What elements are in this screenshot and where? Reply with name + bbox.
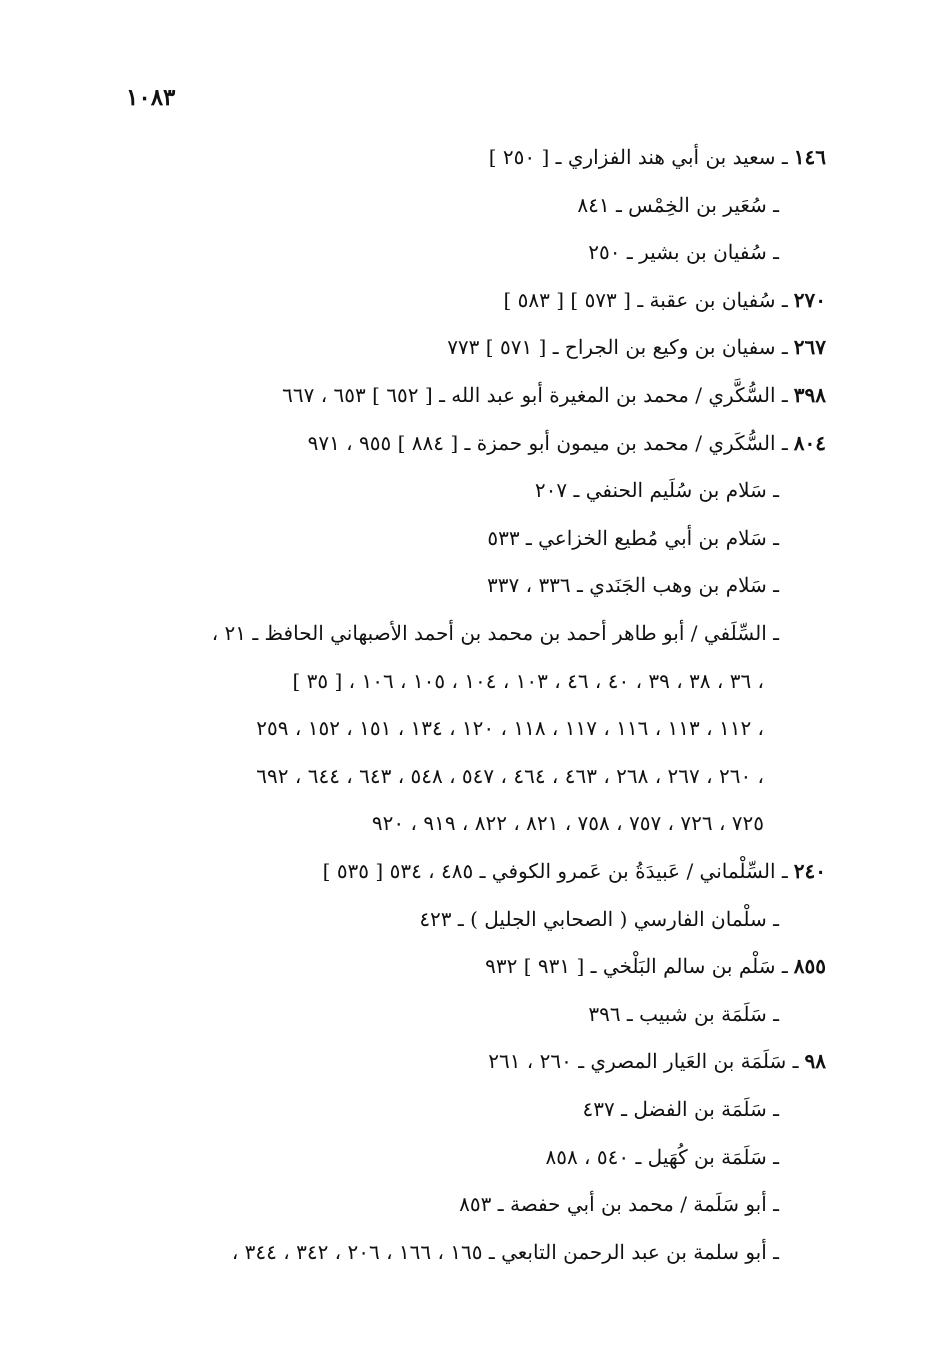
index-entry bbox=[588, 998, 779, 1030]
entry-text: ـ السِّلَفي / أبو طاهر أحمد بن محمد بن أحمد الأصبهاني الحافظ ـ ٢١ ، bbox=[211, 621, 779, 645]
entry-text: ـ سفيان بن وكيع بن الجراح ـ [ ٥٧١ ] ٧٧٣ bbox=[447, 335, 788, 359]
entry-text: ـ سُفيان بن عقبة ـ [ ٥٧٣ ] [ ٥٨٣ ] bbox=[503, 288, 788, 312]
entry-text: ـ سَلام بن وهب الجَنَدي ـ ٣٣٦ ، ٣٣٧ bbox=[487, 573, 779, 597]
entry-text: ـ سَلَمَة بن الفضل ـ ٤٣٧ bbox=[582, 1097, 779, 1121]
entry-number: ٣٩٨ bbox=[793, 383, 826, 407]
index-entry bbox=[487, 569, 779, 601]
index-entry bbox=[256, 760, 764, 792]
entry-number: ٩٨ bbox=[804, 1049, 826, 1073]
index-entry bbox=[487, 522, 779, 554]
index-entry bbox=[488, 1045, 826, 1077]
entry-text: ـ السِّلْماني / عَبيدَةُ بن عَمرو الكوفي ـ ٤٨٥ ، ٥٣٤ [ ٥٣٥ ] bbox=[322, 859, 788, 883]
index-entry bbox=[323, 855, 826, 887]
entry-text: ـ سَلَمَة بن كُهَيل ـ ٥٤٠ ، ٨٥٨ bbox=[545, 1145, 779, 1169]
index-entry bbox=[212, 617, 779, 649]
entry-text: ـ أبو سلمة بن عبد الرحمن التابعي ـ ١٦٥ ، ١٦٦ ، ٢٠٦ ، ٣٤٢ ، ٣٤٤ ، bbox=[231, 1240, 779, 1264]
entry-text: ـ سَلَمَة بن العَيار المصري ـ ٢٦٠ ، ٢٦١ bbox=[488, 1049, 799, 1073]
entry-text: ـ سَلَمَة بن شبيب ـ ٣٩٦ bbox=[588, 1002, 779, 1026]
index-entry bbox=[256, 712, 764, 744]
entry-text: ـ السُّكَري / محمد بن ميمون أبو حمزة ـ [ ٨٨٤ ] ٩٥٥ ، ٩٧١ bbox=[307, 431, 788, 455]
index-entry bbox=[583, 1093, 779, 1125]
entry-text: ـ أبو سَلَمة / محمد بن أبي حفصة ـ ٨٥٣ bbox=[459, 1192, 779, 1216]
index-entry bbox=[459, 1188, 779, 1220]
page-references: ٢٦٠ ، ٢٦٧ ، ٢٦٨ ، ٤٦٣ ، ٤٦٤ ، ٥٤٧ ، ٥٤٨ ، ٦٤٣ ، ٦٤٤ ، ٦٩٢ ، bbox=[256, 764, 764, 788]
index-entry bbox=[535, 474, 779, 506]
index-entry bbox=[372, 807, 764, 839]
page-references: ٧٢٥ ، ٧٢٦ ، ٧٥٧ ، ٧٥٨ ، ٨٢١ ، ٨٢٢ ، ٩١٩ ، ٩٢٠ bbox=[371, 811, 764, 835]
index-entry bbox=[503, 284, 826, 316]
entry-text: ـ سعيد بن أبي هند الفزاري ـ [ ٢٥٠ ] bbox=[488, 145, 788, 169]
index-entry bbox=[485, 950, 826, 982]
page-references: [ ٣٥ ] ، ٣٦ ، ٣٨ ، ٣٩ ، ٤٠ ، ٤٦ ، ١٠٣ ، ١٠٤ ، ١٠٥ ، ١٠٦ ، bbox=[292, 669, 764, 693]
index-entry bbox=[447, 331, 826, 363]
index-entry bbox=[232, 1236, 779, 1268]
entry-text: ـ سَلام بن سُلَيم الحنفي ـ ٢٠٧ bbox=[534, 478, 779, 502]
entry-number: ٢٤٠ bbox=[793, 859, 826, 883]
entry-number: ٨٠٤ bbox=[793, 431, 826, 455]
page-number: ١٠٨٣ bbox=[126, 84, 176, 111]
entry-text: ـ سلْمان الفارسي ( الصحابي الجليل ) ـ ٤٢٣ bbox=[419, 907, 779, 931]
index-entry bbox=[308, 427, 826, 459]
index-entry bbox=[282, 379, 826, 411]
entry-text: ـ سَلام بن أبي مُطيع الخزاعي ـ ٥٣٣ bbox=[487, 526, 779, 550]
entry-text: ـ السُّكَّري / محمد بن المغيرة أبو عبد الله ـ [ ٦٥٢ ] ٦٥٣ ، ٦٦٧ bbox=[282, 383, 788, 407]
entry-text: ـ سُفيان بن بشير ـ ٢٥٠ bbox=[588, 240, 779, 264]
entry-number: ١٤٦ bbox=[793, 145, 826, 169]
entry-number: ٢٦٧ bbox=[793, 335, 826, 359]
index-entry bbox=[577, 189, 779, 221]
index-entry bbox=[292, 665, 764, 697]
page-references: ١١٢ ، ١١٣ ، ١١٦ ، ١١٧ ، ١١٨ ، ١٢٠ ، ١٣٤ ، ١٥١ ، ١٥٢ ، ٢٥٩ ، bbox=[256, 716, 764, 740]
index-entry bbox=[489, 141, 826, 173]
entry-number: ٢٧٠ bbox=[793, 288, 826, 312]
index-entry bbox=[588, 236, 779, 268]
index-entry bbox=[545, 1141, 779, 1173]
index-entry bbox=[419, 903, 779, 935]
entry-number: ٨٥٥ bbox=[793, 954, 826, 978]
entry-text: ـ سَلْم بن سالم البَلْخي ـ [ ٩٣١ ] ٩٣٢ bbox=[485, 954, 788, 978]
entry-text: ـ سُعَير بن الخِمْس ـ ٨٤١ bbox=[577, 193, 779, 217]
